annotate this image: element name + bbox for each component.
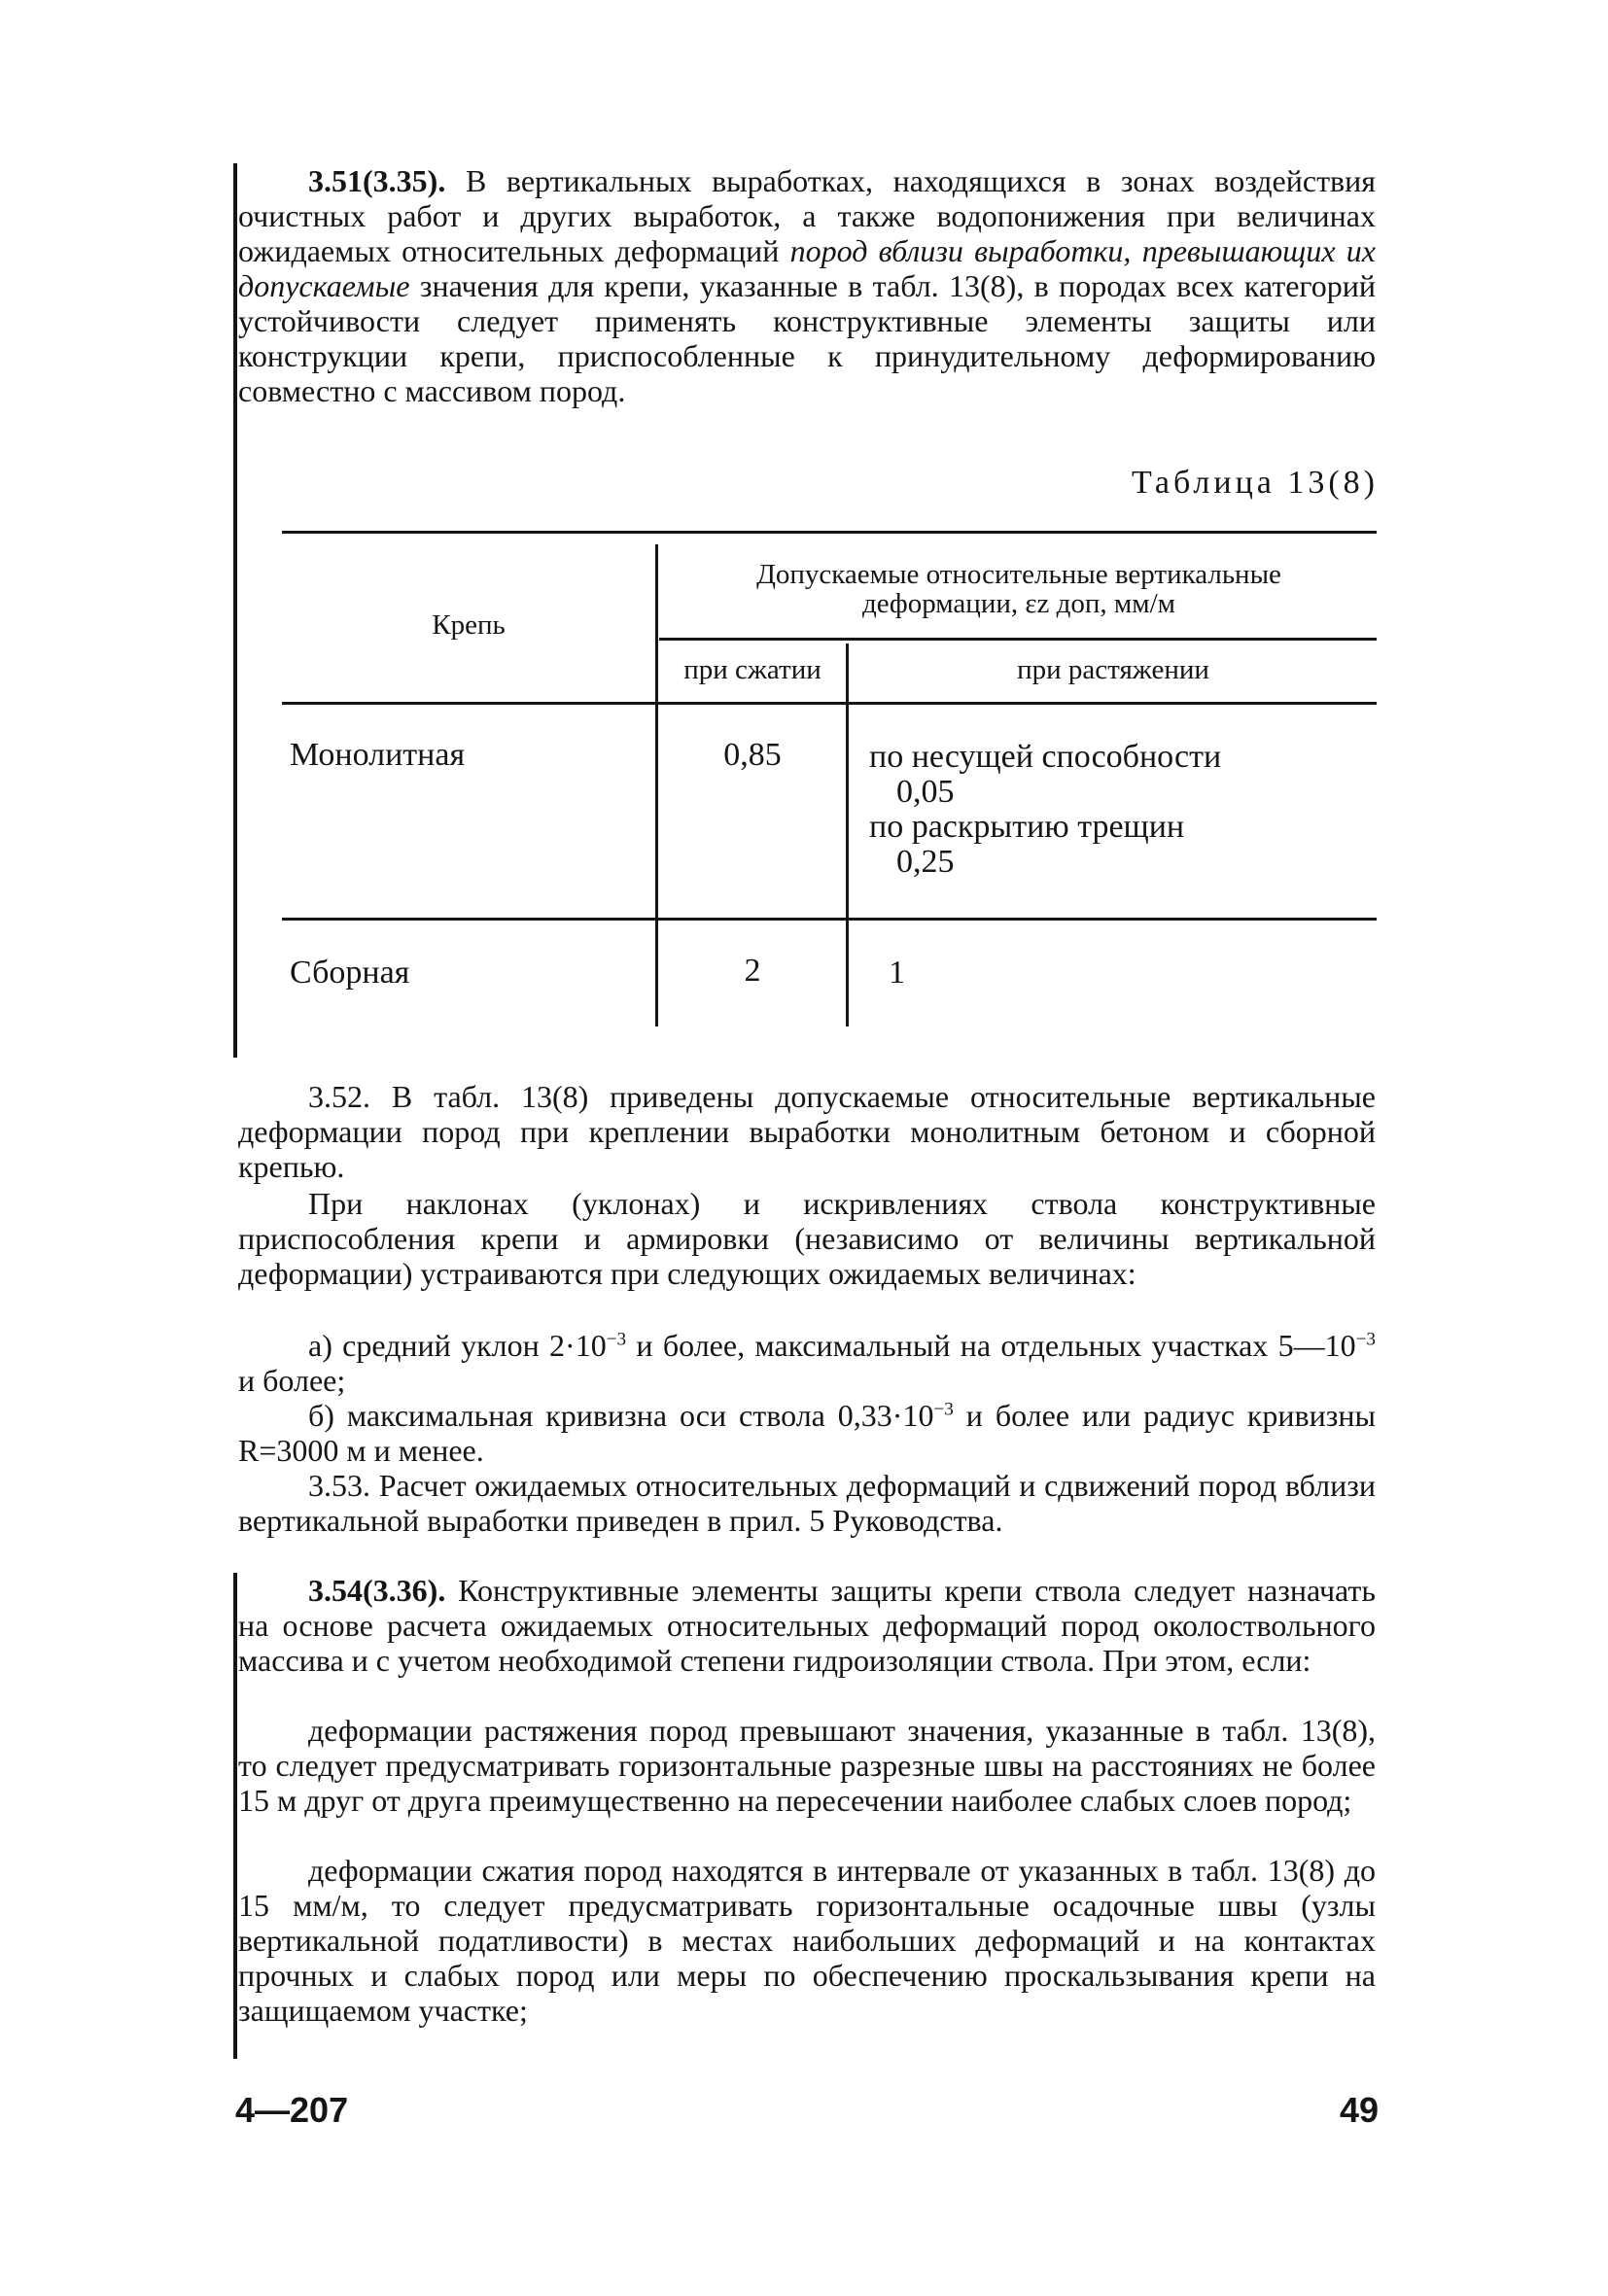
section-3-52-p1: 3.52. В табл. 13(8) приведены допускаемые относительные вертикальные деформации пород при креплении выработки монолитным бетоном и сборной крепью. <box>238 1079 1376 1184</box>
row-type-prefab: Сборная <box>290 955 410 991</box>
section-3-53: 3.53. Расчет ожидаемых относительных деформаций и сдвижений пород вблизи вертикальной выработки приведен в прил. 5 Руководства. <box>238 1468 1376 1538</box>
row-tension-value1: 0,05 <box>896 774 955 810</box>
table-row-rule <box>282 918 1377 921</box>
header-krep: Крепь <box>432 609 506 641</box>
section-3-54-number: 3.54(3.36). <box>308 1573 446 1608</box>
header-main-line2: деформации, εz доп, мм/м <box>861 588 1176 619</box>
row-tension-prefab: 1 <box>889 955 905 991</box>
row-compress-monolith: 0,85 <box>723 737 782 773</box>
section-3-54-text: Конструктивные элементы защиты крепи ствола следует назначать на основе расчета ожидаемых относительных деформаций пород околоствольного массива и с учетом необходимой степени гидроизоляции ствола. При этом, если: <box>238 1573 1377 1678</box>
item-a-post: и более; <box>238 1363 346 1398</box>
item-a-pre: а) средний уклон 2·10 <box>308 1328 607 1363</box>
item-a-mid: и более, максимальный на отдельных участках 5—10 <box>626 1328 1356 1363</box>
section-italic-text: пород вблизи выработки, превышающих их допускаемые <box>238 233 1377 303</box>
header-tension: при растяжении <box>1017 654 1209 685</box>
table-top-rule <box>282 531 1377 534</box>
section-text-cont: значения для крепи, указанные в табл. 13(8), в породах всех категорий устойчивости следует применять конструктивные элементы защиты или конструкции крепи, приспособленные к принудительному деформированию совместно с массивом пород. <box>238 268 1376 408</box>
section-number: 3.51(3.35). <box>308 163 446 198</box>
item-a-exp2: −3 <box>1355 1329 1376 1350</box>
row-tension-value2: 0,25 <box>896 844 955 880</box>
footer-left: 4—207 <box>235 2090 349 2130</box>
margin-bar-bottom <box>233 1573 237 2059</box>
row-type-monolith: Монолитная <box>290 737 466 773</box>
section-3-51 <box>238 163 1376 408</box>
section-3-52-p2: При наклонах (уклонах) и искривлениях ствола конструктивные приспособления крепи и армировки (независимо от величины вертикальной деформации) устраиваются при следующих ожидаемых величинах: <box>238 1186 1376 1291</box>
section-3-54-p3: деформации сжатия пород находятся в интервале от указанных в табл. 13(8) до 15 мм/м, то следует предусматривать горизонтальные осадочные швы (узлы вертикальной податливости) в местах наибольших деформаций и на контактах прочных и слабых пород или меры по обеспечению проскальзывания крепи на защищаемом участке; <box>238 1853 1376 2028</box>
table-col-divider-1 <box>655 544 658 1026</box>
section-3-54 <box>238 1573 1376 1678</box>
section-3-54-p2: деформации растяжения пород превышают значения, указанные в табл. 13(8), то следует предусматривать горизонтальные разрезные швы на расстояниях не более 15 м друг от друга преимущественно на пересечении наиболее слабых слоев пород; <box>238 1713 1376 1818</box>
table-header-subrule <box>659 638 1377 641</box>
item-b <box>238 1398 1376 1468</box>
header-compress: при сжатии <box>683 654 821 685</box>
item-b-post: и более или радиус кривизны R=3000 м и менее. <box>238 1398 1377 1468</box>
table-header-bottom-rule <box>282 702 1377 705</box>
table-caption: Таблица 13(8) <box>1131 465 1379 501</box>
section-text: В вертикальных выработках, находящихся в зонах воздействия очистных работ и других выработок, а также водопонижения при величинах ожидаемых относительных деформаций <box>238 163 1377 268</box>
margin-bar-top <box>233 163 237 1058</box>
item-a <box>238 1328 1376 1398</box>
item-b-exp: −3 <box>933 1399 954 1420</box>
table-13-8 <box>282 531 1377 1026</box>
table-col-divider-2 <box>846 644 849 1026</box>
page-number: 49 <box>1339 2090 1379 2130</box>
item-a-exp1: −3 <box>606 1329 627 1350</box>
row-tension-label1: по несущей способности <box>869 739 1222 775</box>
row-tension-label2: по раскрытию трещин <box>869 809 1185 845</box>
header-main-line1: Допускаемые относительные вертикальные <box>756 559 1281 590</box>
item-b-pre: б) максимальная кривизна оси ствола 0,33·10 <box>308 1398 934 1433</box>
row-compress-prefab: 2 <box>744 953 761 989</box>
